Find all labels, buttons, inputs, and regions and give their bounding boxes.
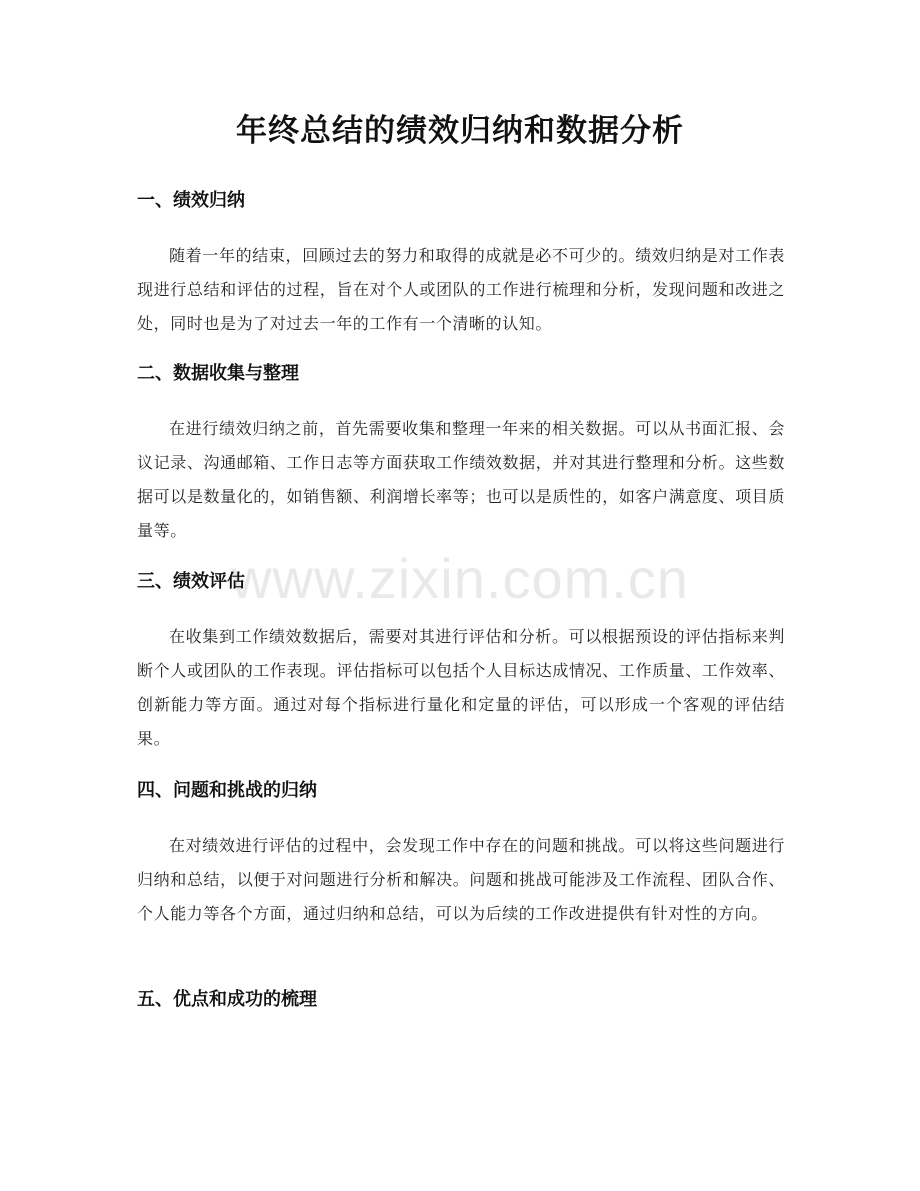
section-performance-summary <box>137 188 785 341</box>
section-heading: 三、绩效评估 <box>137 571 245 592</box>
section-heading: 五、优点和成功的梳理 <box>137 989 317 1010</box>
section-paragraph: 在进行绩效归纳之前，首先需要收集和整理一年来的相关数据。可以从书面汇报、会议记录、沟通邮箱、工作日志等方面获取工作绩效数据，并对其进行整理和分析。这些数据可以是数量化的，如销售额、利润增长率等；也可以是质性的，如客户满意度、项目质量等。 <box>137 419 785 540</box>
section-problems-challenges <box>137 778 785 931</box>
section-heading: 二、数据收集与整理 <box>137 363 299 384</box>
watermark: www.zixin.com.cn <box>231 547 689 610</box>
section-strengths-successes <box>137 987 785 1013</box>
section-paragraph: 随着一年的结束，回顾过去的努力和取得的成就是必不可少的。绩效归纳是对工作表现进行总结和评估的过程，旨在对个人或团队的工作进行梳理和分析，发现问题和改进之处，同时也是为了对过去一年的工作有一个清晰的认知。 <box>137 246 785 333</box>
page-title: 年终总结的绩效归纳和数据分析 <box>236 113 684 149</box>
section-heading: 四、问题和挑战的归纳 <box>137 780 317 801</box>
section-paragraph: 在对绩效进行评估的过程中，会发现工作中存在的问题和挑战。可以将这些问题进行归纳和总结，以便于对问题进行分析和解决。问题和挑战可能涉及工作流程、团队合作、个人能力等各个方面，通过归纳和总结，可以为后续的工作改进提供有针对性的方向。 <box>137 836 785 923</box>
section-paragraph: 在收集到工作绩效数据后，需要对其进行评估和分析。可以根据预设的评估指标来判断个人或团队的工作表现。评估指标可以包括个人目标达成情况、工作质量、工作效率、创新能力等方面。通过对每个指标进行量化和定量的评估，可以形成一个客观的评估结果。 <box>137 627 785 748</box>
section-performance-evaluation <box>137 569 785 756</box>
section-data-collection <box>137 361 785 548</box>
section-heading: 一、绩效归纳 <box>137 190 245 211</box>
